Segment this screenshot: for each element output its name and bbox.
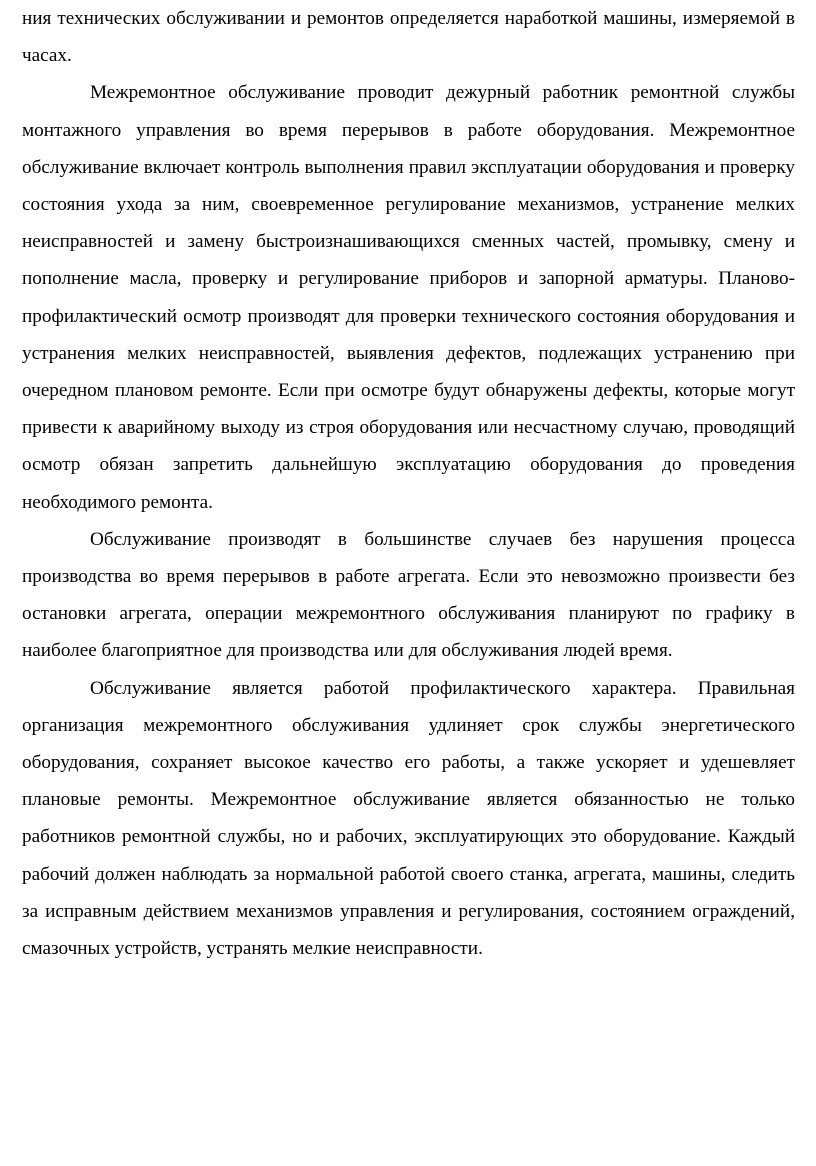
paragraph-service-without-stop: Обслуживание производят в большинстве случаев без нарушения процесса производства во время перерывов в работе агрегата. Если это невозможно произвести без остановки агрегата, операции межремонтного обслуживания планируют по графику в наиболее благоприятное для производства или для обслуживания людей время.	[22, 528, 795, 662]
document-page	[22, 0, 795, 967]
paragraph-preventive-character: Обслуживание является работой профилактического характера. Правильная организация межремонтного обслуживания удлиняет срок службы энергетического оборудования, сохраняет высокое качество его работы, а также ускоряет и удешевляет плановые ремонты. Межремонтное обслуживание является обязанностью не только работников ремонтной службы, но и рабочих, эксплуатирующих это оборудование. Каждый рабочий должен наблюдать за нормальной работой своего станка, агрегата, машины, следить за исправным действием механизмов управления и регулирования, состоянием ограждений, смазочных устройств, устранять мелкие неисправности.	[22, 677, 795, 960]
paragraph-interrepair-service: Межремонтное обслуживание проводит дежурный работник ремонтной службы монтажного управления во время перерывов в работе оборудования. Межремонтное обслуживание включает контроль выполнения правил эксплуатации оборудования и проверку состояния ухода за ним, своевременное регулирование механизмов, устранение мелких неисправностей и замену быстроизнашивающихся сменных частей, промывку, смену и пополнение масла, проверку и регулирование приборов и запорной арматуры. Планово-профилактический осмотр производят для проверки технического состояния оборудования и устранения мелких неисправностей, выявления дефектов, подлежащих устранению при очередном плановом ремонте. Если при осмотре будут обнаружены дефекты, которые могут привести к аварийному выходу из строя оборудования или несчастному случаю, проводящий осмотр обязан запретить дальнейшую эксплуатацию оборудования до проведения необходимого ремонта.	[22, 82, 795, 513]
paragraph-continuation: ния технических обслуживании и ремонтов определяется наработкой машины, измеряемой в часах.	[22, 8, 795, 67]
